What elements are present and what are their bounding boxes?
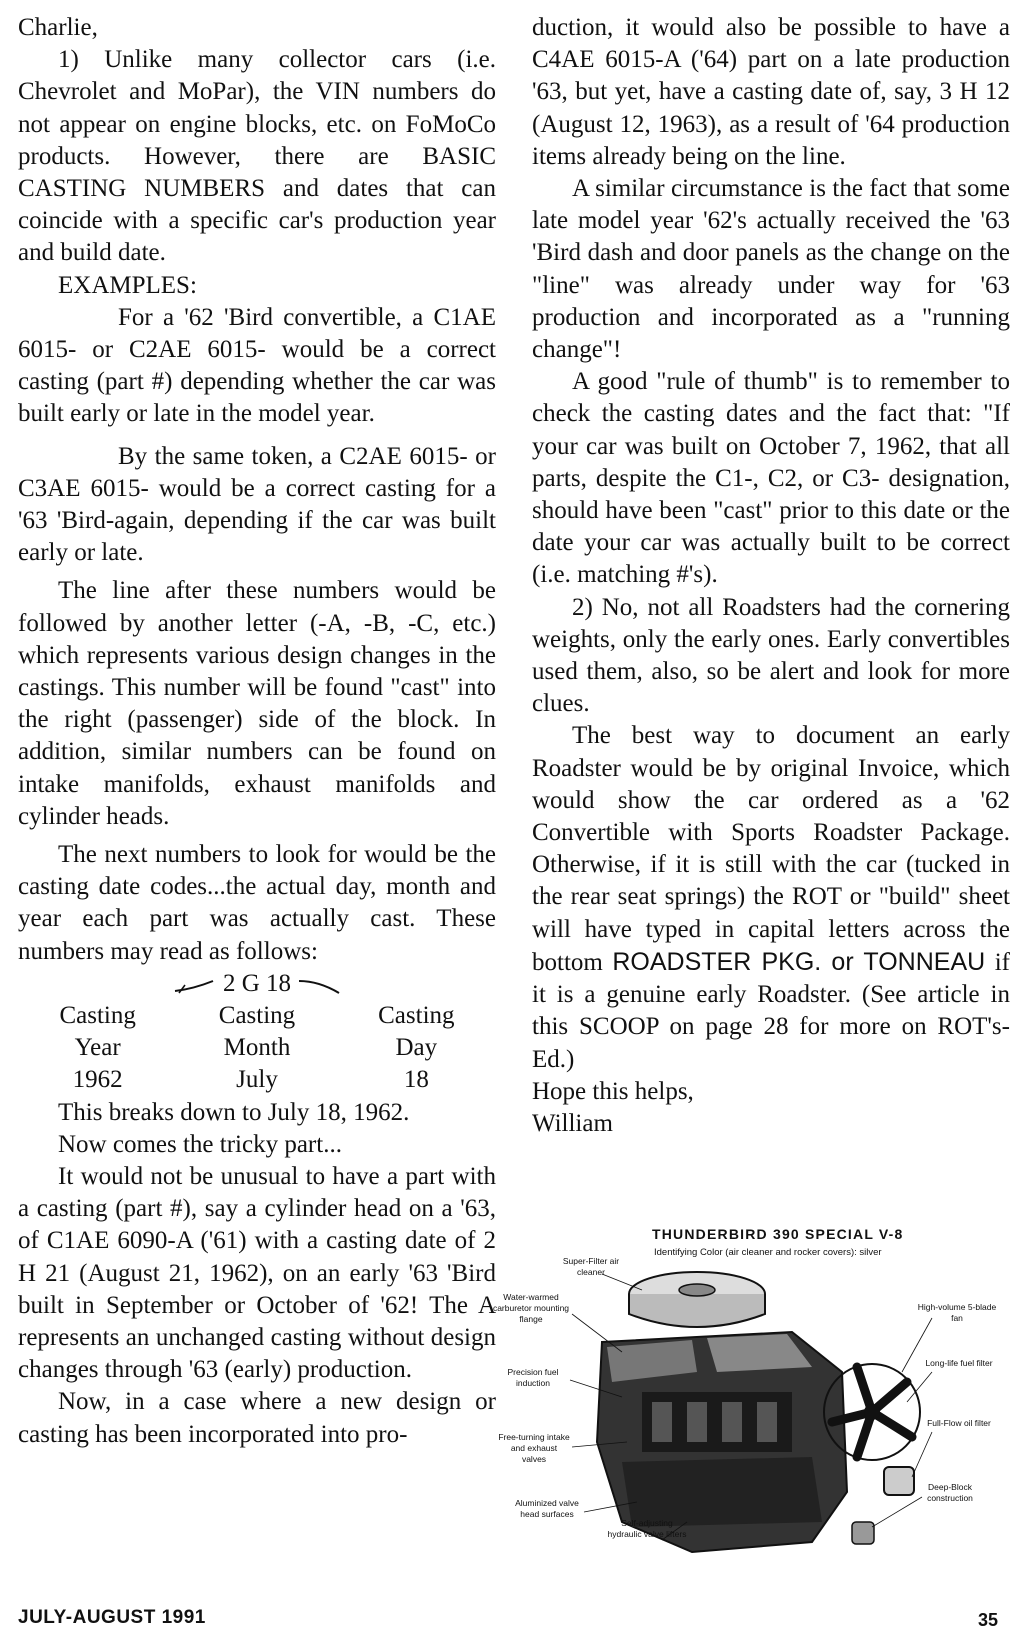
paragraph: The line after these numbers would be followed by another letter (-A, -B, -C, etc.) which represents various design changes in the castings. This number will be found "cast" into the right (passenger) side of the block. In addition, similar numbers can be found on intake manifolds, exhaust manifolds and cylinder heads. xyxy=(18,577,496,830)
paragraph: Now, in a case where a new design or casting has been incorporated into pro- xyxy=(18,1388,496,1448)
left-swoosh-icon xyxy=(173,975,217,995)
figure-title: THUNDERBIRD 390 SPECIAL V-8 xyxy=(652,1226,904,1242)
table-header: Day xyxy=(395,1034,438,1062)
figure-subtitle: Identifying Color (air cleaner and rocker covers): silver xyxy=(654,1247,882,1258)
label-self-adjusting: Self-adjusting hydraulic valve lifters xyxy=(607,1518,687,1539)
engine-lower-block xyxy=(622,1457,822,1527)
paragraph-text: The best way to document an early Roadster would be by original Invoice, which would show the car ordered as a '62 Convertible with Sports Roadster Package. Otherwise, if it is still with the car (tucked in the rear seat springs) the ROT or "build" sheet will have typed in capital letters across the bottom xyxy=(532,722,1010,976)
label-high-volume: High-volume 5-blade fan xyxy=(917,1302,997,1323)
paragraph: A similar circumstance is the fact that some late model year '62's actually received the '63 'Bird dash and door panels as the change on the "line" was already under way for '63 production and incorporated as a "running change"! xyxy=(532,175,1010,364)
label-deep-block: Deep-Block construction xyxy=(927,1482,973,1503)
table-cell: 18 xyxy=(403,1066,429,1094)
label-water-warmed: Water-warmed carburetor mounting flange xyxy=(492,1292,570,1324)
paragraph xyxy=(532,720,1010,1075)
paragraph: duction, it would also be possible to have a C4AE 6015-A ('64) part on a late production '63, but yet, have a casting date of, say, 3 H 12 (August 12, 1963), as a result of '64 production items already being on the line. xyxy=(532,14,1010,170)
table-header: Year xyxy=(74,1034,121,1062)
table-header: Casting xyxy=(378,1001,455,1029)
air-cleaner-nut xyxy=(679,1284,715,1296)
paragraph: 1) Unlike many collector cars (i.e. Chevrolet and MoPar), the VIN numbers do not appear on engine blocks, etc. on FoMoCo products. However, there are BASIC CASTING NUMBERS and dates that can coincide with a specific car's production year and build date. xyxy=(18,46,496,267)
right-swoosh-icon xyxy=(297,975,341,995)
label-long-life: Long-life fuel filter xyxy=(925,1358,993,1368)
engine-figure xyxy=(492,1222,1012,1612)
label-super-filter: Super-Filter air cleaner xyxy=(562,1256,620,1277)
salutation: Charlie, xyxy=(18,14,98,41)
table-header: Casting xyxy=(218,1001,296,1029)
table-header: Month xyxy=(223,1034,291,1062)
date-code: 2 G 18 xyxy=(222,969,292,997)
engine-illustration xyxy=(512,1222,1012,1612)
caps-text: ROADSTER PKG. or TONNEAU xyxy=(612,947,986,976)
label-aluminized: Aluminized valve head surfaces xyxy=(515,1498,579,1519)
signature: William xyxy=(532,1109,613,1137)
label-full-flow: Full-Flow oil filter xyxy=(927,1418,991,1428)
page-number: 35 xyxy=(978,1610,999,1630)
paragraph: The next numbers to look for would be the casting date codes...the actual day, month and year each part was actually cast. These numbers may read as follows: xyxy=(18,841,496,965)
paragraph: For a '62 'Bird convertible, a C1AE 6015- or C2AE 6015- would be a correct casting (part #) depending whether the car was built early or late in the model year. xyxy=(18,303,496,428)
table-cell: July xyxy=(236,1066,278,1094)
table-cell: 1962 xyxy=(72,1066,123,1094)
date-code-table xyxy=(18,1000,496,1097)
table-header: Casting xyxy=(59,1001,136,1029)
paragraph: This breaks down to July 18, 1962. xyxy=(58,1098,410,1126)
paragraph: 2) No, not all Roadsters had the cornering weights, only the early ones. Early convertibles used them, also, so be alert and look for more clues. xyxy=(532,593,1010,718)
paragraph: By the same token, a C2AE 6015- or C3AE 6015- would be a correct casting for a '63 'Bird-again, depending if the car was built early or late. xyxy=(18,442,496,567)
date-code-line xyxy=(18,968,496,1000)
right-column xyxy=(532,12,1010,1140)
paragraph-text: if it is a genuine early Roadster. (See article in this SCOOP on page 28 for more on ROT's-Ed.) xyxy=(532,948,1010,1073)
closing: Hope this helps, xyxy=(532,1077,694,1105)
air-cleaner-body xyxy=(629,1294,765,1327)
label-precision: Precision fuel induction xyxy=(507,1367,559,1388)
paragraph: A good "rule of thumb" is to remember to check the casting dates and the fact that: "If your car was built on October 7, 1962, that all parts, despite the C1-, C2, or C3- designation, should have been "cast" prior to this date or the date your car was actually built to be correct (i.e. matching #'s). xyxy=(532,368,1010,589)
paragraph: It would not be unusual to have a part with a casting (part #), say a cylinder head on a '63, of C1AE 6090-A ('61) with a casting date of 2 H 21 (August 21, 1962), on an early '63 'Bird built in September or October of '62! The A represents an unchanged casting without design changes through '63 (early) production. xyxy=(18,1162,496,1384)
examples-heading: EXAMPLES: xyxy=(58,271,197,299)
issue-date: JULY-AUGUST 1991 xyxy=(18,1607,206,1628)
label-free-turning: Free-turning intake and exhaust valves xyxy=(498,1432,570,1464)
paragraph: Now comes the tricky part... xyxy=(58,1130,342,1158)
left-column xyxy=(18,12,496,1451)
